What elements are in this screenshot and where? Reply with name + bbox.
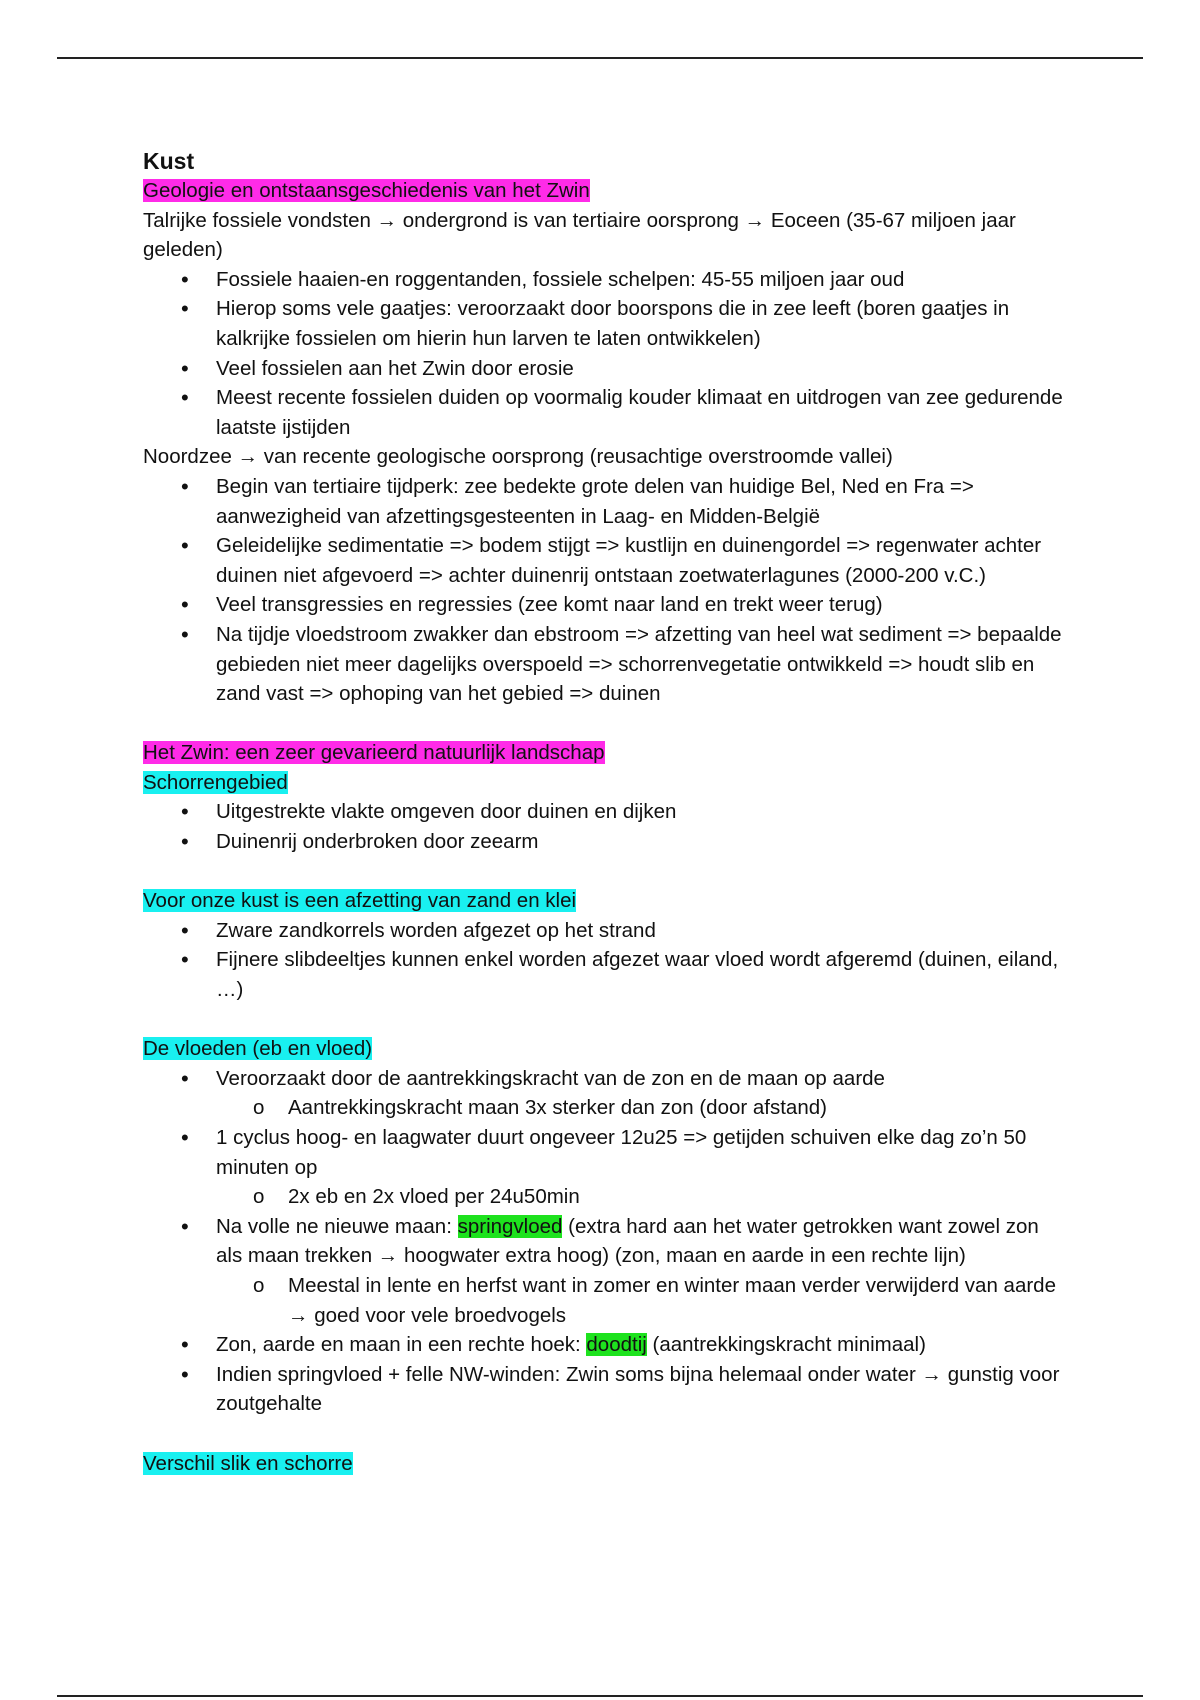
subheading-slik-schorre [143, 1449, 1063, 1479]
list-item: • 1 cyclus hoog- en laagwater duurt ongeveer 12u25 => getijden schuiven elke dag zo’n 50 minuten op [143, 1123, 1063, 1182]
section-heading-zwin [143, 738, 1063, 768]
subheading-vloeden [143, 1034, 1063, 1064]
text-run: Na volle ne nieuwe maan: [216, 1214, 458, 1238]
subheading-text: De vloeden (eb en vloed) [143, 1037, 373, 1061]
bullet-list-vloeden [143, 1064, 1063, 1419]
list-item: • Duinenrij onderbroken door zeearm [143, 827, 1063, 857]
text-run: Zon, aarde en maan in een rechte hoek: [216, 1333, 587, 1357]
list-item: • Na tijdje vloedstroom zwakker dan ebstroom => afzetting van heel wat sediment => bepaalde gebieden niet meer dagelijks overspoeld => schorrenvegetatie ontwikkeld => houdt slib en zand vast => ophoping van het gebied => duinen [143, 620, 1063, 709]
subheading-afzetting [143, 886, 1063, 916]
subheading-text: Schorrengebied [143, 770, 288, 794]
list-item: • Veel transgressies en regressies (zee komt naar land en trekt weer terug) [143, 590, 1063, 620]
text-run: (aantrekkingskracht minimaal) [646, 1333, 926, 1357]
subheading-schorrengebied [143, 768, 1063, 798]
spacer [143, 1419, 1063, 1449]
list-item: • Meest recente fossielen duiden op voormalig kouder klimaat en uitdrogen van zee gedurende laatste ijstijden [143, 383, 1063, 442]
highlight-springvloed: springvloed [457, 1214, 563, 1238]
paragraph-intro: Talrijke fossiele vondsten → ondergrond is van tertiaire oorsprong → Eoceen (35-67 miljoen jaar geleden) [143, 208, 1016, 262]
footer-rule [57, 1695, 1143, 1697]
list-item-doodtij [143, 1330, 1063, 1360]
list-item: • Geleidelijke sedimentatie => bodem stijgt => kustlijn en duinengordel => regenwater achter duinen niet afgevoerd => achter duinenrij ontstaan zoetwaterlagunes (2000-200 v.C.) [143, 531, 1063, 590]
list-item: • Begin van tertiaire tijdperk: zee bedekte grote delen van huidige Bel, Ned en Fra => aanwezigheid van afzettingsgesteenten in Laag- en Midden-België [143, 472, 1063, 531]
list-item: • Fossiele haaien-en roggentanden, fossiele schelpen: 45-55 miljoen jaar oud [143, 265, 1063, 295]
spacer [143, 1005, 1063, 1035]
text-run: (extra hard aan het water getrokken want zowel zon als maan trekken → hoogwater extra hoog) (zon, maan en aarde in een rechte lijn) [216, 1214, 1039, 1268]
document-title: Kust [143, 148, 195, 174]
list-item-springvloed [143, 1212, 1063, 1271]
list-item: • Zware zandkorrels worden afgezet op het strand [143, 916, 1063, 946]
paragraph-noordzee: Noordzee → van recente geologische oorsprong (reusachtige overstroomde vallei) [143, 445, 893, 469]
highlight-doodtij: doodtij [586, 1333, 647, 1357]
bullet-list-afzetting [143, 916, 1063, 1005]
subheading-text: Voor onze kust is een afzetting van zand en klei [143, 889, 577, 913]
header-rule [57, 57, 1143, 59]
list-item: • Fijnere slibdeeltjes kunnen enkel worden afgezet waar vloed wordt afgeremd (duinen, eiland, …) [143, 945, 1063, 1004]
list-item: • Uitgestrekte vlakte omgeven door duinen en dijken [143, 797, 1063, 827]
bullet-list-fossils [143, 265, 1063, 443]
sub-list-item: o Meestal in lente en herfst want in zomer en winter maan verder verwijderd van aarde → goed voor vele broedvogels [143, 1271, 1063, 1330]
heading-text: Het Zwin: een zeer gevarieerd natuurlijk landschap [143, 741, 605, 765]
subheading-text: Verschil slik en schorre [143, 1451, 353, 1475]
sub-list-item: o Aantrekkingskracht maan 3x sterker dan zon (door afstand) [143, 1093, 1063, 1123]
sub-list-item: o 2x eb en 2x vloed per 24u50min [143, 1182, 1063, 1212]
bullet-list-schorrengebied [143, 797, 1063, 856]
spacer [143, 709, 1063, 739]
list-item: • Indien springvloed + felle NW-winden: Zwin soms bijna helemaal onder water → gunstig voor zoutgehalte [143, 1360, 1063, 1419]
list-item: • Hierop soms vele gaatjes: veroorzaakt door boorspons die in zee leeft (boren gaatjes in kalkrijke fossielen om hierin hun larven te laten ontwikkelen) [143, 294, 1063, 353]
bullet-list-noordzee [143, 472, 1063, 709]
document-page [143, 146, 1063, 1478]
spacer [143, 857, 1063, 887]
section-heading-geologie [143, 176, 1063, 206]
heading-text: Geologie en ontstaansgeschiedenis van het Zwin [143, 179, 590, 202]
list-item: • Veel fossielen aan het Zwin door erosie [143, 354, 1063, 384]
list-item: • Veroorzaakt door de aantrekkingskracht van de zon en de maan op aarde [143, 1064, 1063, 1094]
